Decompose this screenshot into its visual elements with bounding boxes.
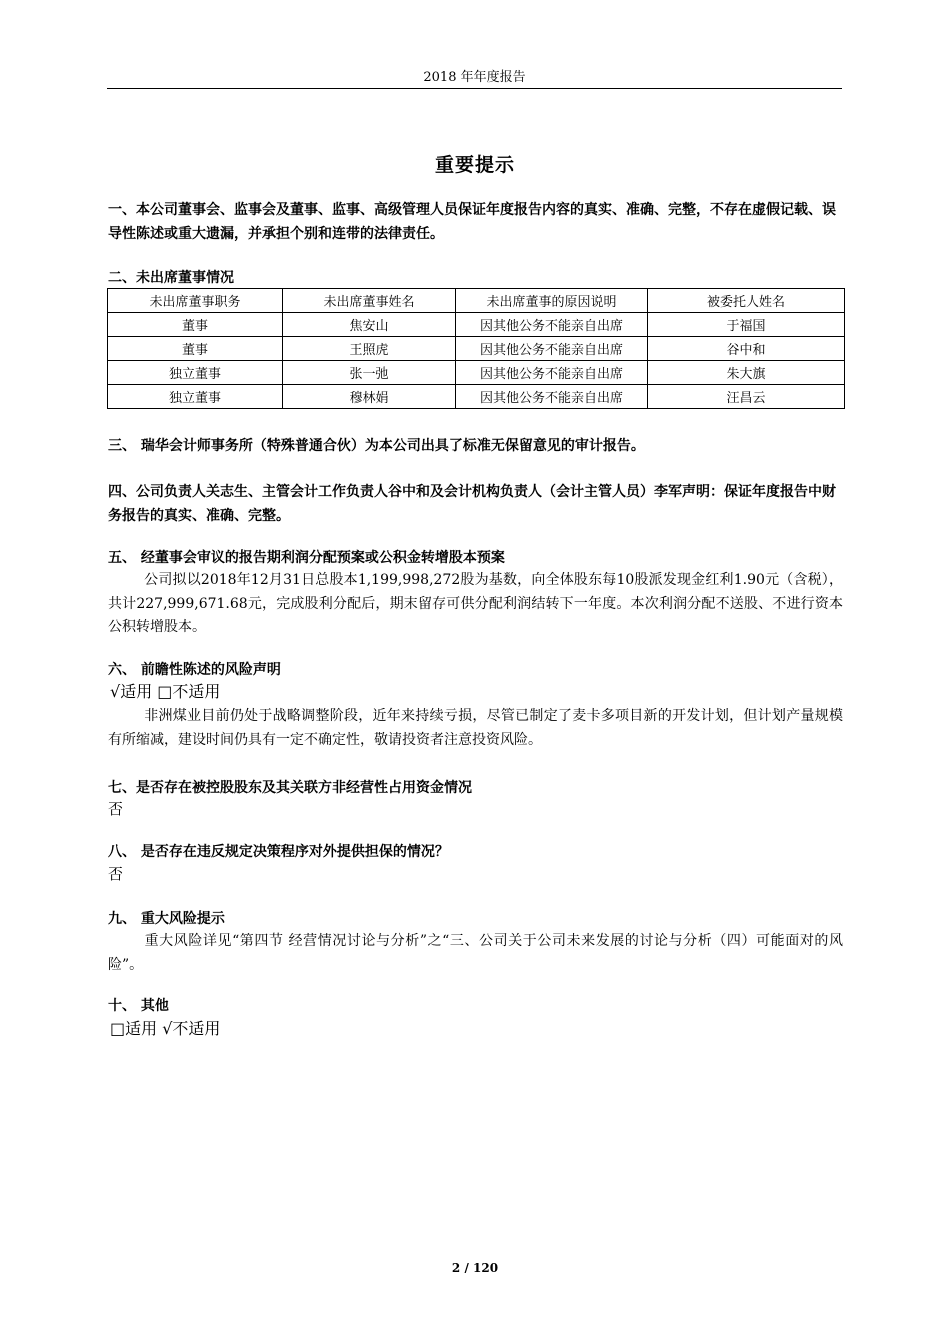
table-cell: 汪昌云 [648,385,845,409]
header-divider [107,88,842,89]
table-cell: 独立董事 [108,385,283,409]
table-cell: 于福国 [648,313,845,337]
table-cell: 因其他公务不能亲自出席 [456,361,648,385]
section-6-applicable-option: √适用 □不适用 [110,682,221,701]
section-7-answer: 否 [108,800,124,818]
section-8-answer: 否 [108,865,124,883]
section-2-heading: 二、未出席董事情况 [108,270,234,286]
table-cell: 焦安山 [283,313,456,337]
table-row [108,361,845,385]
section-3-audit: 三、 瑞华会计师事务所（特殊普通合伙）为本公司出具了标准无保留意见的审计报告。 [108,438,645,454]
table-cell: 独立董事 [108,361,283,385]
section-9-body [108,930,843,977]
section-1-statement: 一、本公司董事会、监事会及董事、监事、高级管理人员保证年度报告内容的真实、准确、完整，不存在虚假记载、误导性陈述或重大遗漏，并承担个别和连带的法律责任。 [108,202,836,242]
table-cell: 王照虎 [283,337,456,361]
page-number: 2 / 120 [451,1261,499,1275]
table-cell: 张一弛 [283,361,456,385]
table-cell: 穆林娟 [283,385,456,409]
section-5-body [108,569,843,640]
section-6-heading: 六、 前瞻性陈述的风险声明 [108,662,281,678]
section-5-heading: 五、 经董事会审议的报告期利润分配预案或公积金转增股本预案 [108,550,505,566]
section-10-heading: 十、 其他 [108,998,169,1014]
section-6-body [108,705,843,752]
section-8-heading: 八、 是否存在违反规定决策程序对外提供担保的情况？ [108,844,449,860]
table-cell: 因其他公务不能亲自出席 [456,337,648,361]
table-row [108,313,845,337]
table-cell: 董事 [108,337,283,361]
table-cell: 因其他公务不能亲自出席 [456,385,648,409]
table-header-cell: 未出席董事姓名 [283,289,456,313]
table-header-cell: 未出席董事职务 [108,289,283,313]
section-9-body-text: 重大风险详见“第四节 经营情况讨论与分析”之“三、公司关于公司未来发展的讨论与分析（四）可能面对的风险”。 [108,933,843,973]
section-10-applicable-option: □适用 √不适用 [110,1019,221,1038]
section-4-declaration: 四、公司负责人关志生、主管会计工作负责人谷中和及会计机构负责人（会计主管人员）李军声明：保证年度报告中财务报告的真实、准确、完整。 [108,484,836,524]
table-row [108,337,845,361]
page-header: 2018 年年度报告 [423,70,526,85]
table-header-row [108,289,845,313]
table-header-cell: 被委托人姓名 [648,289,845,313]
table-row [108,385,845,409]
table-header-cell: 未出席董事的原因说明 [456,289,648,313]
section-9-heading: 九、 重大风险提示 [108,911,225,927]
section-7-heading: 七、是否存在被控股股东及其关联方非经营性占用资金情况 [108,780,472,796]
table-cell: 董事 [108,313,283,337]
table-cell: 因其他公务不能亲自出席 [456,313,648,337]
section-6-body-text: 非洲煤业目前仍处于战略调整阶段，近年来持续亏损，尽管已制定了麦卡多项目新的开发计划，但计划产量规模有所缩减，建设时间仍具有一定不确定性，敬请投资者注意投资风险。 [108,708,843,748]
absent-directors-table [107,288,845,409]
section-5-body-text: 公司拟以2018年12月31日总股本1,199,998,272股为基数，向全体股东每10股派发现金红利1.90元（含税），共计227,999,671.68元，完成股利分配后，期末留存可供分配利润结转下一年度。本次利润分配不送股、不进行资本公积转增股本。 [108,572,843,635]
table-cell: 谷中和 [648,337,845,361]
table-cell: 朱大旗 [648,361,845,385]
page-title: 重要提示 [434,154,515,176]
